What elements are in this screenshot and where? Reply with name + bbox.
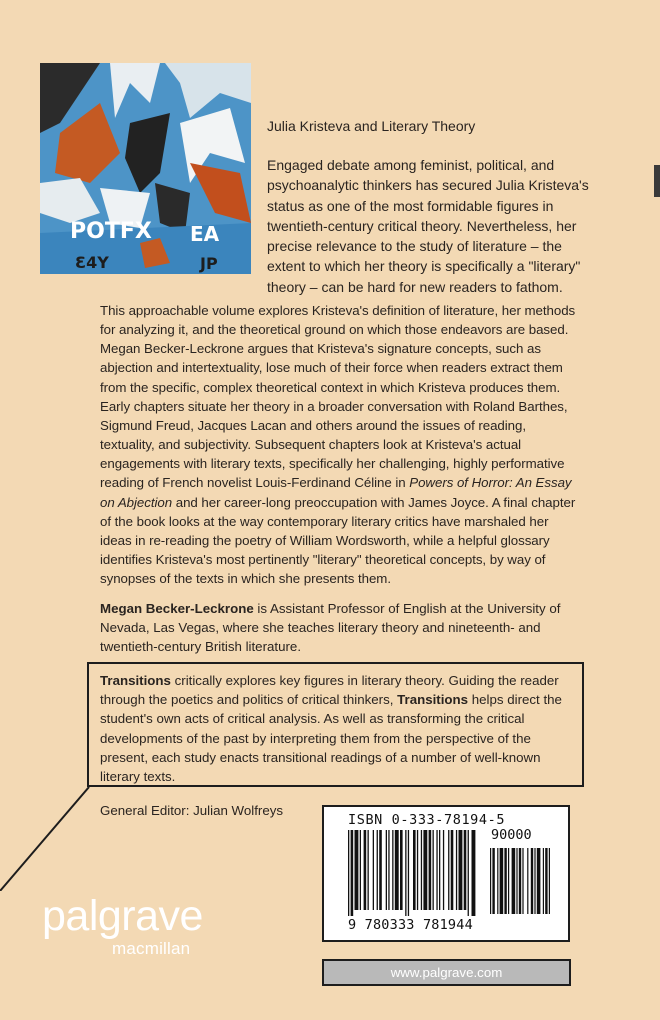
- barcode-addon-bar: [500, 848, 504, 914]
- publisher-logo-sub: macmillan: [112, 939, 191, 958]
- barcode-bar: [360, 830, 361, 910]
- barcode-bar: [351, 830, 354, 916]
- barcode-bar: [355, 830, 359, 910]
- decorative-diagonal-line: [0, 787, 90, 891]
- barcode-bar: [423, 830, 427, 910]
- barcode-bar: [451, 830, 454, 910]
- svg-text:Ɛ4Y: Ɛ4Y: [75, 253, 109, 272]
- barcode-addon-bar: [492, 848, 494, 914]
- barcode-addon-bar: [545, 848, 547, 914]
- barcode-bar: [429, 830, 432, 910]
- barcode-addon-bar: [534, 848, 535, 914]
- cover-art-image: [40, 63, 251, 274]
- barcode-bar: [373, 830, 374, 910]
- barcode-addon-bar: [508, 848, 509, 914]
- svg-text:EA: EA: [190, 222, 220, 246]
- barcode-bar: [377, 830, 378, 910]
- intro-paragraph: Engaged debate among feminist, political, and psychoanalytic thinkers has secured Julia Kristeva's status as one of the most formidable figures in twentieth-century critical theory. Nevertheless, her precise relevance to the study of literature – the extent to which her theory is specifically a "literary" theory – can be hard for new readers to fathom.: [267, 157, 589, 295]
- barcode-bar: [439, 830, 440, 910]
- barcode-bar: [459, 830, 463, 910]
- barcode-addon-bar: [512, 848, 516, 914]
- barcode-bar: [379, 830, 382, 910]
- book-title: Julia Kristeva and Literary Theory: [267, 118, 476, 134]
- series-name-repeat: Transitions: [397, 692, 469, 708]
- description-italic-title: Powers of Horror: An Essay on Abjection: [100, 475, 572, 510]
- barcode-addon-bar: [504, 848, 506, 914]
- barcode-bar: [417, 830, 418, 910]
- isbn-label: ISBN 0-333-78194-5: [348, 812, 506, 828]
- author-name: Megan Becker-Leckrone: [100, 601, 254, 616]
- publisher-url[interactable]: www.palgrave.com: [322, 959, 571, 986]
- series-desc-text-2: helps direct the student's own acts of critical analysis. As well as transforming the critical developments of the past by interpreting them from the perspective of the present, each study enacts transitional readings of a number of well-known literary texts.: [100, 692, 562, 785]
- barcode-addon-bar: [531, 848, 533, 914]
- description-paragraph: [100, 301, 578, 588]
- barcode-bar: [395, 830, 399, 910]
- barcode-bar: [400, 830, 403, 910]
- barcode-addon-number: 90000: [491, 827, 532, 843]
- description-text-2: and her career-long preoccupation with James Joyce. A final chapter of the book looks at the way contemporary literary critics have marshaled her ideas in re-reading the poetry of William Wordsworth, while a helpful glossary identifies Kristeva's most pertinently "literary" theoretical concepts, by way of synopses of the texts in which she presents them.: [100, 494, 576, 587]
- barcode-bar: [464, 830, 467, 910]
- author-bio: [100, 599, 578, 656]
- barcode-addon-bar: [519, 848, 521, 914]
- svg-text:JP: JP: [200, 254, 218, 273]
- barcode-bar: [456, 830, 457, 910]
- spine-marker: [654, 165, 660, 197]
- barcode-addon-bar: [549, 848, 550, 914]
- barcode-addon-bar: [522, 848, 523, 914]
- barcode-bar: [364, 830, 367, 910]
- barcode-bar: [413, 830, 416, 910]
- barcode-bar: [468, 830, 469, 916]
- barcode-bar: [443, 830, 444, 910]
- barcode-bars: [342, 830, 562, 918]
- general-editor: General Editor: Julian Wolfreys: [100, 803, 284, 818]
- barcode-addon-bar: [497, 848, 498, 914]
- barcode-bar: [348, 830, 349, 916]
- barcode-bar: [388, 830, 389, 910]
- author-bio-text: is Assistant Professor of English at the University of Nevada, Las Vegas, where she teaches literary theory and nineteenth- and twentieth-century British literature.: [100, 601, 561, 654]
- barcode-addon-bar: [490, 848, 491, 914]
- svg-text:POTFX: POTFX: [70, 219, 152, 244]
- barcode-bar: [433, 830, 434, 910]
- barcode-bar: [436, 830, 437, 910]
- barcode-bar: [386, 830, 387, 910]
- barcode-addon-bar: [527, 848, 528, 914]
- barcode-addon-bar: [516, 848, 517, 914]
- barcode-ean-number: 9 780333 781944: [348, 917, 473, 933]
- barcode-bar: [368, 830, 369, 910]
- series-description: [100, 671, 574, 786]
- barcode-bar: [448, 830, 449, 910]
- series-desc-text-1: critically explores key figures in literary theory. Guiding the reader through the poetics and politics of critical thinkers,: [100, 673, 559, 708]
- barcode-bar: [421, 830, 422, 910]
- description-text-1: This approachable volume explores Kristeva's definition of literature, her methods for analyzing it, and the theoretical ground on which those endeavors are based. Megan Becker-Leckrone argues that Kristeva's signature concepts, such as abjection and intertextuality, lose much of their force when readers extract them from the specific, complex theoretical context in which Kristeva produces them. Early chapters situate her theory in a broader conversation with Roland Barthes, Sigmund Freud, Jacques Lacan and others around the issues of reading, textuality, and subjectivity. Subsequent chapters look at Kristeva's actual engagements with literary texts, specifically her challenging, highly performative reading of French novelist Louis-Ferdinand Céline in: [100, 303, 576, 491]
- barcode-bar: [472, 830, 476, 916]
- barcode-bar: [392, 830, 393, 910]
- series-name: Transitions: [100, 673, 171, 688]
- barcode-bar: [408, 830, 409, 916]
- barcode-addon-bar: [537, 848, 541, 914]
- barcode-bar: [405, 830, 406, 916]
- publisher-logo: palgrave: [42, 892, 203, 940]
- barcode-addon-bar: [543, 848, 544, 914]
